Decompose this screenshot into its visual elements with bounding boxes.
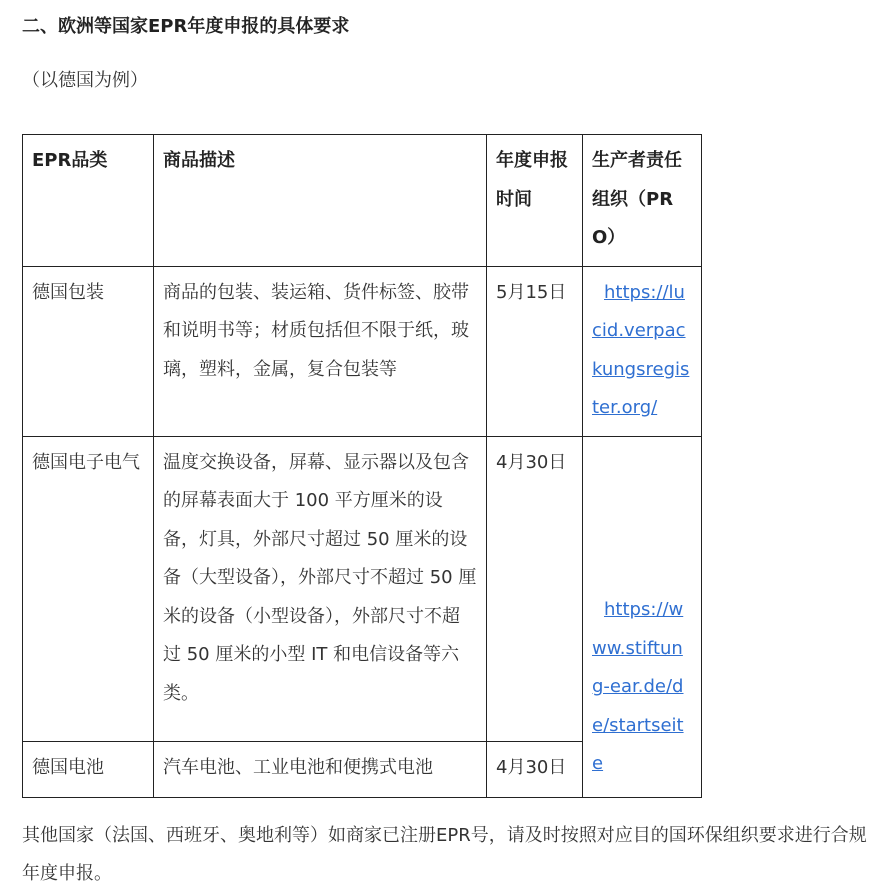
table-row: [23, 436, 702, 741]
row-packaging-description: 商品的包装、装运箱、货件标签、胶带和说明书等；材质包括但不限于纸，玻璃，塑料，金属，复合包装等: [154, 266, 487, 436]
row-battery-category: 德国电池: [23, 741, 154, 797]
example-note: （以德国为例）: [22, 70, 148, 91]
header-description: 商品描述: [154, 135, 487, 267]
header-deadline: 年度申报时间: [487, 135, 583, 267]
row-electronics-pro: [583, 436, 702, 797]
header-pro: 生产者责任组织（PRO）: [583, 135, 702, 267]
section-heading: 二、欧洲等国家EPR年度申报的具体要求: [22, 16, 350, 37]
row-packaging-deadline: 5月15日: [487, 266, 583, 436]
row-electronics-category: 德国电子电气: [23, 436, 154, 741]
row-battery-description: 汽车电池、工业电池和便携式电池: [154, 741, 487, 797]
footer-note: 其他国家（法国、西班牙、奥地利等）如商家已注册EPR号，请及时按照对应目的国环保组织要求进行合规年度申报。: [22, 825, 867, 884]
electronics-pro-link[interactable]: https://www.stiftung-ear.de/de/startseite: [592, 599, 684, 775]
epr-requirements-table: [22, 134, 702, 798]
row-packaging-pro: [583, 266, 702, 436]
row-electronics-deadline: 4月30日: [487, 436, 583, 741]
table-row: [23, 266, 702, 436]
header-category: EPR品类: [23, 135, 154, 267]
packaging-pro-link[interactable]: https://lucid.verpackungsregister.org/: [592, 281, 690, 418]
row-battery-deadline: 4月30日: [487, 741, 583, 797]
row-packaging-category: 德国包装: [23, 266, 154, 436]
row-electronics-description: 温度交换设备，屏幕、显示器以及包含的屏幕表面大于 100 平方厘米的设备，灯具，外部尺寸超过 50 厘米的设备（大型设备），外部尺寸不超过 50 厘米的设备（小型设备），外部尺寸不超过 50 厘米的小型 IT 和电信设备等六类。: [154, 436, 487, 741]
table-header-row: [23, 135, 702, 267]
